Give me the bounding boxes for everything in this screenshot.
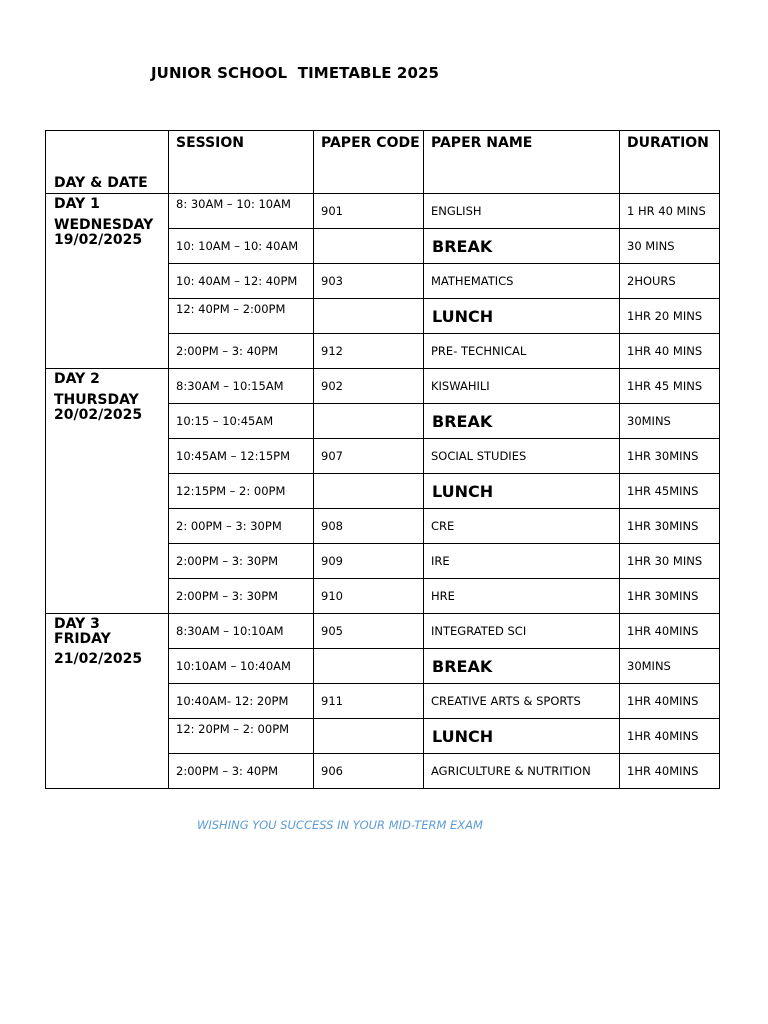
duration-cell: 1HR 30MINS [620,439,720,474]
paper-name-cell: ENGLISH [424,194,620,229]
paper-name-cell: KISWAHILI [424,369,620,404]
session-cell: 2:00PM – 3: 30PM [169,544,314,579]
duration-cell: 1HR 40 MINS [620,334,720,369]
header-row [46,131,720,194]
paper-code-cell: 907 [314,439,424,474]
paper-code-cell: 903 [314,264,424,299]
duration-cell: 1HR 30MINS [620,579,720,614]
session-cell: 2:00PM – 3: 40PM [169,334,314,369]
duration-cell: 1HR 40MINS [620,719,720,754]
session-cell: 10:15 – 10:45AM [169,404,314,439]
paper-code-cell: 901 [314,194,424,229]
day-cell [46,614,169,789]
paper-code-cell: 910 [314,579,424,614]
paper-code-cell: 912 [314,334,424,369]
paper-code-cell: 906 [314,754,424,789]
paper-name-cell: IRE [424,544,620,579]
day-label: DAY 1 [54,196,100,212]
table-row [46,614,720,649]
paper-code-cell [314,404,424,439]
session-cell: 10:40AM- 12: 20PM [169,684,314,719]
header-duration: DURATION [620,131,720,194]
paper-code-cell: 908 [314,509,424,544]
session-cell: 10:10AM – 10:40AM [169,649,314,684]
paper-code-cell [314,229,424,264]
break-cell: BREAK [424,229,620,264]
paper-code-cell: 902 [314,369,424,404]
table-row [46,194,720,229]
session-cell: 8:30AM – 10:15AM [169,369,314,404]
paper-name-cell: CRE [424,509,620,544]
break-cell: LUNCH [424,719,620,754]
break-cell: BREAK [424,404,620,439]
session-cell: 8: 30AM – 10: 10AM [169,194,314,229]
duration-cell: 30MINS [620,649,720,684]
day-label: DAY 3 [54,616,100,632]
duration-cell: 30 MINS [620,229,720,264]
session-cell: 2:00PM – 3: 30PM [169,579,314,614]
session-cell: 2:00PM – 3: 40PM [169,754,314,789]
duration-cell: 30MINS [620,404,720,439]
paper-code-cell [314,474,424,509]
paper-name-cell: PRE- TECHNICAL [424,334,620,369]
paper-name-cell: INTEGRATED SCI [424,614,620,649]
paper-code-cell: 905 [314,614,424,649]
duration-cell: 1HR 40MINS [620,754,720,789]
duration-cell: 2HOURS [620,264,720,299]
date-label: 20/02/2025 [54,407,143,424]
page-title: JUNIOR SCHOOL TIMETABLE 2025 [151,64,440,82]
break-cell: LUNCH [424,299,620,334]
paper-code-cell [314,719,424,754]
duration-cell: 1HR 40MINS [620,614,720,649]
paper-code-cell: 909 [314,544,424,579]
break-cell: LUNCH [424,474,620,509]
session-cell: 2: 00PM – 3: 30PM [169,509,314,544]
duration-cell: 1HR 45 MINS [620,369,720,404]
paper-code-cell: 911 [314,684,424,719]
date-label: 19/02/2025 [54,232,143,249]
duration-cell: 1HR 40MINS [620,684,720,719]
duration-cell: 1HR 30 MINS [620,544,720,579]
weekday-label: FRIDAY [54,630,111,647]
paper-name-cell: MATHEMATICS [424,264,620,299]
date-label: 21/02/2025 [54,651,143,668]
paper-name-cell: SOCIAL STUDIES [424,439,620,474]
session-cell: 12: 40PM – 2:00PM [169,299,314,334]
header-paper-name: PAPER NAME [424,131,620,194]
session-cell: 10: 40AM – 12: 40PM [169,264,314,299]
paper-name-cell: AGRICULTURE & NUTRITION [424,754,620,789]
paper-code-cell [314,299,424,334]
weekday-label: THURSDAY [54,391,139,408]
session-cell: 10:45AM – 12:15PM [169,439,314,474]
timetable [45,130,720,789]
paper-code-cell [314,649,424,684]
paper-name-cell: HRE [424,579,620,614]
weekday-label: WEDNESDAY [54,216,154,233]
day-cell [46,369,169,614]
header-day-date: DAY & DATE [46,131,169,194]
day-label: DAY 2 [54,371,100,387]
day-cell [46,194,169,369]
table-row [46,369,720,404]
duration-cell: 1HR 20 MINS [620,299,720,334]
paper-name-cell: CREATIVE ARTS & SPORTS [424,684,620,719]
duration-cell: 1 HR 40 MINS [620,194,720,229]
duration-cell: 1HR 45MINS [620,474,720,509]
session-cell: 10: 10AM – 10: 40AM [169,229,314,264]
session-cell: 12: 20PM – 2: 00PM [169,719,314,754]
header-paper-code: PAPER CODE [314,131,424,194]
session-cell: 12:15PM – 2: 00PM [169,474,314,509]
session-cell: 8:30AM – 10:10AM [169,614,314,649]
duration-cell: 1HR 30MINS [620,509,720,544]
break-cell: BREAK [424,649,620,684]
header-session: SESSION [169,131,314,194]
footer-message: WISHING YOU SUCCESS IN YOUR MID-TERM EXAM [197,818,483,832]
